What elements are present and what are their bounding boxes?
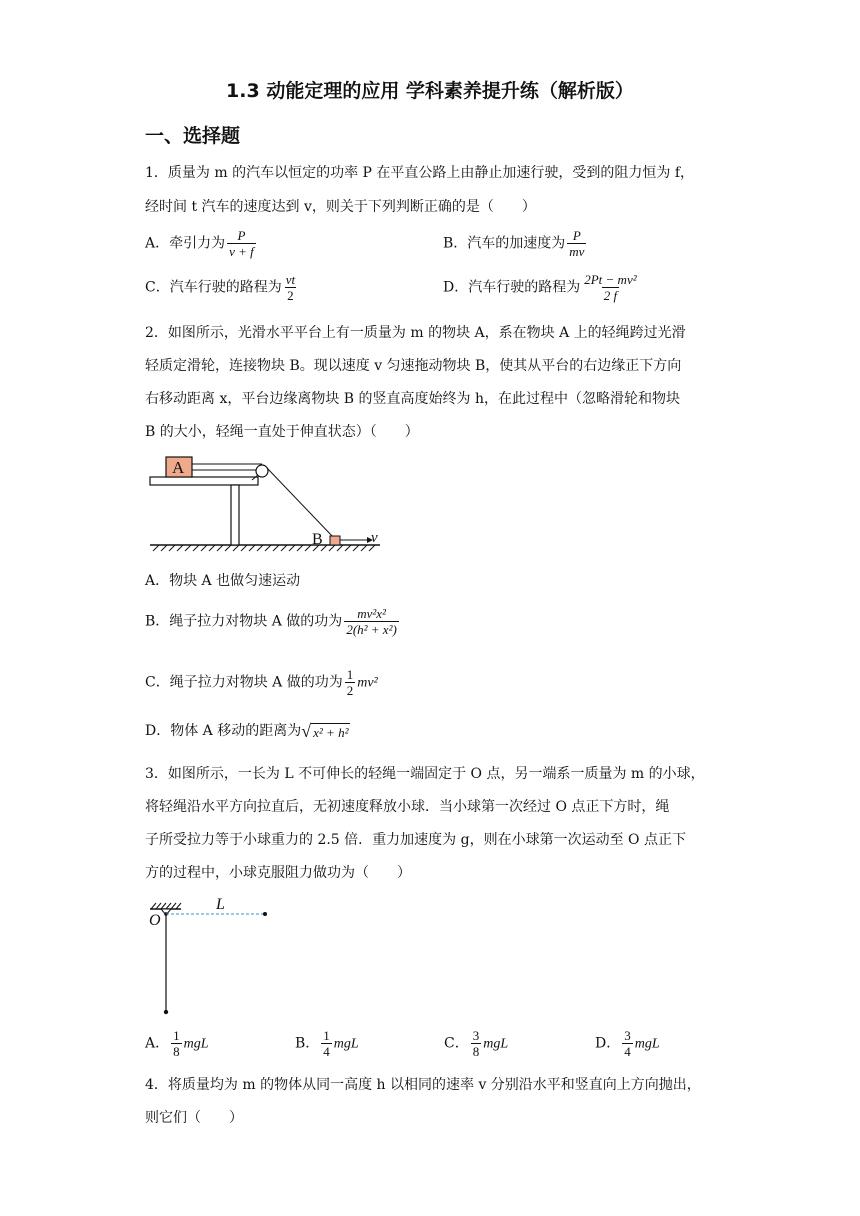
q3-option-b-label: B． — [295, 1035, 320, 1052]
q2-option-b — [145, 606, 401, 637]
ceiling-hatching — [151, 903, 181, 909]
q1-text-line-2: 经时间 t 汽车的速度达到 v，则关于下列判断正确的是（ ） — [145, 199, 536, 215]
q3-option-b-fraction — [321, 1028, 332, 1059]
q4-text-line-2: 则它们（ ） — [145, 1110, 243, 1126]
fraction-numerator: mv²x² — [357, 606, 386, 621]
fraction-denominator: 2 f — [603, 288, 618, 303]
q2-pulley-figure — [145, 452, 390, 552]
ground-hatching — [153, 545, 375, 551]
q1-option-a — [145, 228, 258, 259]
q3-option-c-label: C． — [444, 1035, 469, 1052]
q1-option-c — [145, 272, 299, 303]
fraction-denominator: 4 — [624, 1044, 631, 1059]
q1-option-c-label: C．汽车行驶的路程为 — [145, 279, 282, 296]
fraction-denominator: 4 — [323, 1044, 330, 1059]
q3-option-d-label: D． — [595, 1035, 621, 1052]
q1-text-line-1: 1．质量为 m 的汽车以恒定的功率 P 在平直公路上由静止加速行驶，受到的阻力恒为 f， — [145, 165, 695, 181]
q3-option-a-fraction — [171, 1028, 182, 1059]
q3-option-b — [295, 1028, 359, 1059]
platform-leg — [231, 485, 239, 545]
q3-option-c-tail: mgL — [483, 1036, 509, 1052]
q3-option-b-tail: mgL — [333, 1036, 359, 1052]
q2-option-a: A．物块 A 也做匀速运动 — [145, 573, 301, 589]
q3-option-d-tail: mgL — [634, 1036, 660, 1052]
length-label: L — [216, 896, 225, 913]
velocity-label: v — [371, 530, 378, 546]
radicand: x² + h² — [313, 724, 349, 740]
fraction-denominator: v + f — [229, 244, 254, 259]
q2-option-d — [145, 720, 350, 742]
q2-option-b-label: B．绳子拉力对物块 A 做的功为 — [145, 613, 343, 630]
fraction-numerator: vt — [285, 272, 296, 287]
q3-option-d — [595, 1028, 660, 1059]
q3-text-line-1: 3．如图所示，一长为 L 不可伸长的轻绳一端固定于 O 点，另一端系一质量为 m 的小球， — [145, 766, 705, 782]
pivot-label: O — [149, 912, 161, 929]
platform-top — [150, 477, 258, 485]
fraction-numerator: 1 — [346, 667, 354, 682]
fraction-denominator: 2 — [346, 683, 354, 698]
fraction-denominator: 2 — [287, 288, 294, 303]
square-root: √ x² + h² — [301, 720, 349, 741]
q3-text-line-4: 方的过程中，小球克服阻力做功为（ ） — [145, 865, 411, 881]
fraction-denominator: 8 — [173, 1044, 180, 1059]
fraction-denominator: 8 — [472, 1044, 480, 1059]
fraction-numerator: P — [237, 228, 246, 243]
q2-option-c-label: C．绳子拉力对物块 A 做的功为 — [145, 674, 343, 691]
section-heading: 一、选择题 — [145, 125, 241, 147]
rope-slanted — [267, 468, 334, 538]
q1-option-b — [443, 228, 588, 259]
fraction-numerator: 3 — [624, 1028, 631, 1043]
q3-option-a-tail: mgL — [183, 1036, 209, 1052]
q1-option-d-label: D．汽车行驶的路程为 — [443, 279, 581, 296]
q2-text-line-4: B 的大小，轻绳一直处于伸直状态）（ ） — [145, 424, 419, 440]
q2-option-b-fraction — [344, 606, 399, 637]
q3-option-a-label: A． — [145, 1035, 170, 1052]
q1-option-d-fraction — [582, 272, 638, 303]
fraction-numerator: 1 — [323, 1028, 330, 1043]
q1-option-d — [443, 272, 641, 303]
q2-option-c — [145, 667, 378, 698]
fraction-numerator: 2Pt − mv² — [584, 272, 637, 287]
q2-option-c-tail: mv² — [357, 675, 378, 691]
q3-pendulum-figure — [145, 895, 280, 1020]
q1-option-a-label: A．牵引力为 — [145, 235, 226, 252]
q2-text-line-1: 2．如图所示，光滑水平平台上有一质量为 m 的物块 A，系在物块 A 上的轻绳跨过光滑 — [145, 325, 686, 341]
q2-option-d-label: D．物体 A 移动的距离为 — [145, 723, 302, 739]
q1-option-b-label: B．汽车的加速度为 — [443, 235, 566, 252]
q1-option-c-fraction — [284, 272, 297, 303]
fraction-denominator: 2(h² + x²) — [346, 622, 397, 637]
fraction-numerator: P — [572, 228, 581, 243]
q3-option-a — [145, 1028, 209, 1059]
q2-text-line-2: 轻质定滑轮，连接物块 B。现以速度 v 匀速拖动物块 B，使其从平台的右边缘正下方向 — [145, 358, 682, 374]
q2-text-line-3: 右移动距离 x，平台边缘离物块 B 的竖直高度始终为 h，在此过程中（忽略滑轮和物块 — [145, 391, 680, 407]
fraction-denominator: mv — [569, 244, 585, 259]
q3-text-line-2: 将轻绳沿水平方向拉直后，无初速度释放小球．当小球第一次经过 O 点正下方时，绳 — [145, 799, 670, 815]
block-b — [330, 536, 340, 545]
q2-option-c-fraction — [345, 667, 356, 698]
ball-initial — [263, 912, 267, 916]
q4-text-line-1: 4．将质量均为 m 的物体从同一高度 h 以相同的速率 v 分别沿水平和竖直向上方向抛出， — [145, 1077, 701, 1093]
q1-option-a-fraction — [227, 228, 256, 259]
q3-option-d-fraction — [622, 1028, 633, 1059]
page-title: 1.3 动能定理的应用 学科素养提升练（解析版） — [226, 80, 634, 102]
q3-option-c — [444, 1028, 508, 1059]
block-a-label: A — [172, 458, 185, 477]
fraction-numerator: 3 — [472, 1028, 480, 1043]
fraction-numerator: 1 — [173, 1028, 180, 1043]
q1-option-b-fraction — [567, 228, 586, 259]
ball-lowest — [164, 1010, 168, 1014]
q3-text-line-3: 子所受拉力等于小球重力的 2.5 倍．重力加速度为 g，则在小球第一次运动至 O 点正下 — [145, 832, 686, 848]
q3-option-c-fraction — [471, 1028, 482, 1059]
block-b-label: B — [312, 531, 323, 548]
